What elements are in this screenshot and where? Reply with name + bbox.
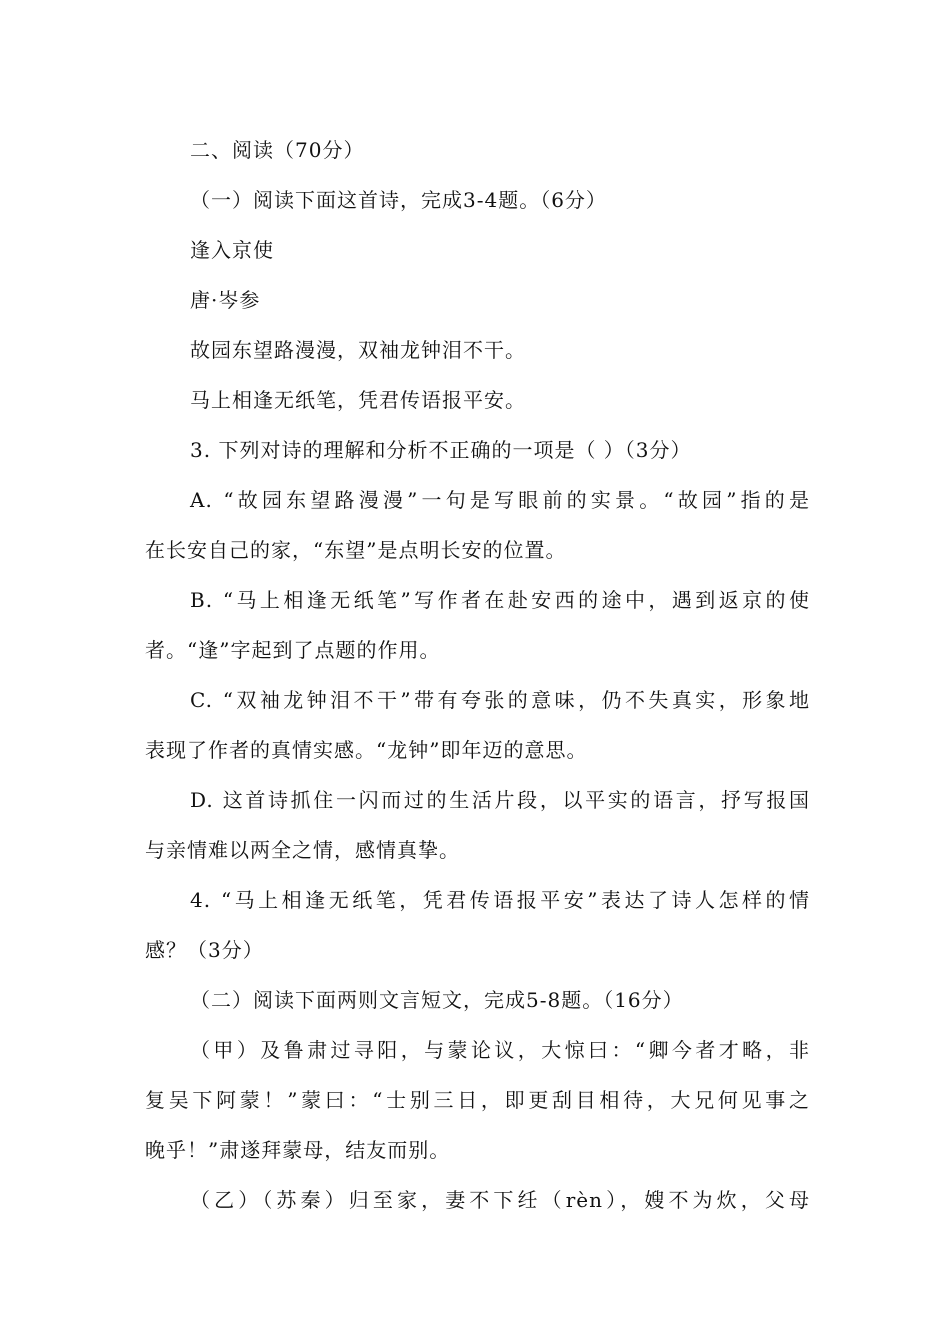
poem-line-2: 马上相逢无纸笔，凭君传语报平安。 xyxy=(190,388,526,412)
option-b-line-1: B. “马上相逢无纸笔”写作者在赴安西的途中，遇到返京的使 xyxy=(190,588,810,612)
option-a-line-1: A. “故园东望路漫漫”一句是写眼前的实景。“故园”指的是 xyxy=(190,488,810,512)
poem-title: 逢入京使 xyxy=(190,238,274,262)
poem-line-1: 故园东望路漫漫，双袖龙钟泪不干。 xyxy=(190,338,526,362)
option-d-line-2: 与亲情难以两全之情，感情真挚。 xyxy=(145,838,460,862)
question-4-line-2: 感？（3分） xyxy=(145,938,264,962)
poem-author: 唐·岑参 xyxy=(190,288,261,312)
section-heading: 二、阅读（70分） xyxy=(190,138,365,162)
passage-b-line-1: （乙）（苏秦）归至家，妻不下纴（rèn），嫂不为炊，父母 xyxy=(190,1188,810,1212)
option-d-line-1: D. 这首诗抓住一闪而过的生活片段，以平实的语言，抒写报国 xyxy=(190,788,810,812)
option-c-line-2: 表现了作者的真情实感。“龙钟”即年迈的意思。 xyxy=(145,738,588,762)
subsection-heading-poem: （一）阅读下面这首诗，完成3-4题。（6分） xyxy=(190,188,607,212)
option-b-line-2: 者。“逢”字起到了点题的作用。 xyxy=(145,638,441,662)
question-3: 3. 下列对诗的理解和分析不正确的一项是（ ）（3分） xyxy=(190,438,692,462)
passage-a-line-2: 复吴下阿蒙！”蒙曰：“士别三日，即更刮目相待，大兄何见事之 xyxy=(145,1088,810,1112)
subsection-heading-classical: （二）阅读下面两则文言短文，完成5-8题。（16分） xyxy=(190,988,684,1012)
passage-a-line-3: 晚乎！”肃遂拜蒙母，结友而别。 xyxy=(145,1138,451,1162)
question-4-line-1: 4. “马上相逢无纸笔，凭君传语报平安”表达了诗人怎样的情 xyxy=(190,888,810,912)
option-c-line-1: C. “双袖龙钟泪不干”带有夸张的意味，仍不失真实，形象地 xyxy=(190,688,810,712)
option-a-line-2: 在长安自己的家，“东望”是点明长安的位置。 xyxy=(145,538,567,562)
passage-a-line-1: （甲）及鲁肃过寻阳，与蒙论议，大惊曰：“卿今者才略，非 xyxy=(190,1038,810,1062)
